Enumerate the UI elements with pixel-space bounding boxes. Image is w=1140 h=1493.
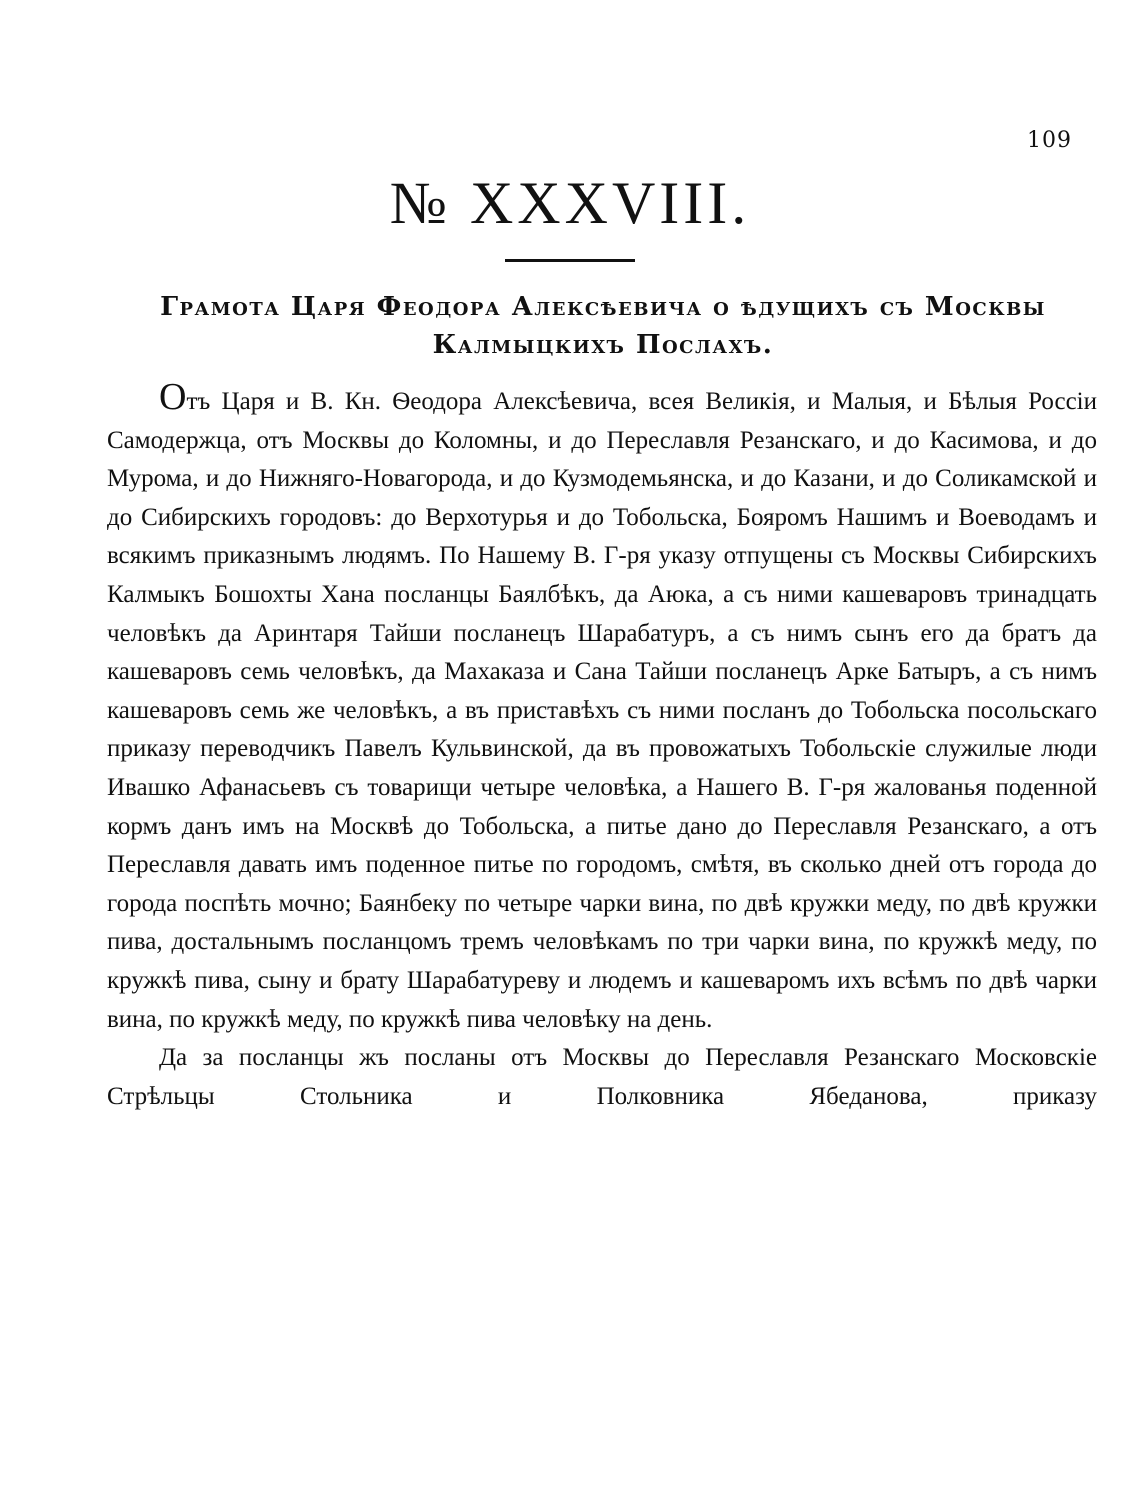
document-body [107, 376, 1097, 1116]
paragraph-1 [107, 376, 1097, 1039]
paragraph-2: Да за посланцы жъ посланы отъ Москвы до Переславля Резанскаго Московскіе Стрѣльцы Стольника и Полковника Ябеданова, приказу [107, 1044, 1097, 1110]
paragraph-1-text: тъ Царя и В. Кн. Ѳеодора Алексѣевича, всея Великія, и Малыя, и Бѣлыя Россіи Самодержца, отъ Москвы до Коломны, и до Переславля Резанскаго, и до Касимова, и до Мурома, и до Нижняго-Новагорода, и до Кузмодемьянска, и до Казани, и до Соликамской и до Сибирскихъ городовъ: до Верхотурья и до Тобольска, Бояромъ Нашимъ и Воеводамъ и всякимъ приказнымъ людямъ. По Нашему В. Г-ря указу отпущены съ Москвы Сибирскихъ Калмыкъ Бошохты Хана посланцы Баялбѣкъ, да Аюка, а съ ними кашеваровъ тринадцать человѣкъ да Аринтаря Тайши посланецъ Шарабатуръ, а съ нимъ сынъ его да братъ да кашеваровъ семь человѣкъ, да Махаказа и Сана Тайши посланецъ Арке Батыръ, а съ нимъ кашеваровъ семь же человѣкъ, а въ приставѣхъ съ ними посланъ до Тобольска посольскаго приказу переводчикъ Павелъ Кульвинской, да въ провожатыхъ Тобольскіе служилые люди Ивашко Афанасьевъ съ товарищи четыре человѣка, а Нашего В. Г-ря жалованья поденной кормъ данъ имъ на Москвѣ до Тобольска, а питье дано до Переславля Резанскаго, а отъ Переславля давать имъ поденное питье по городомъ, смѣтя, въ сколько дней отъ города до города поспѣть мочно; Баянбеку по четыре чарки вина, по двѣ кружки меду, по двѣ кружки пива, достальнымъ посланцомъ тремъ человѣкамъ по три чарки вина, по кружкѣ меду, по кружкѣ пива, сыну и брату Шарабатуреву и людемъ и кашеваромъ ихъ всѣмъ по двѣ чарки вина, по кружкѣ меду, по кружкѣ пива человѣку на день. [107, 388, 1097, 1033]
heading-divider [505, 259, 635, 262]
page-number: 109 [1027, 128, 1072, 153]
document-title: Грамота Царя Феодора Алексѣевича о ѣдущихъ съ Москвы Калмыцкихъ Послахъ. [160, 292, 1046, 360]
document-number-heading: № XXXVIII. [389, 170, 751, 236]
drop-cap: О [159, 376, 187, 418]
